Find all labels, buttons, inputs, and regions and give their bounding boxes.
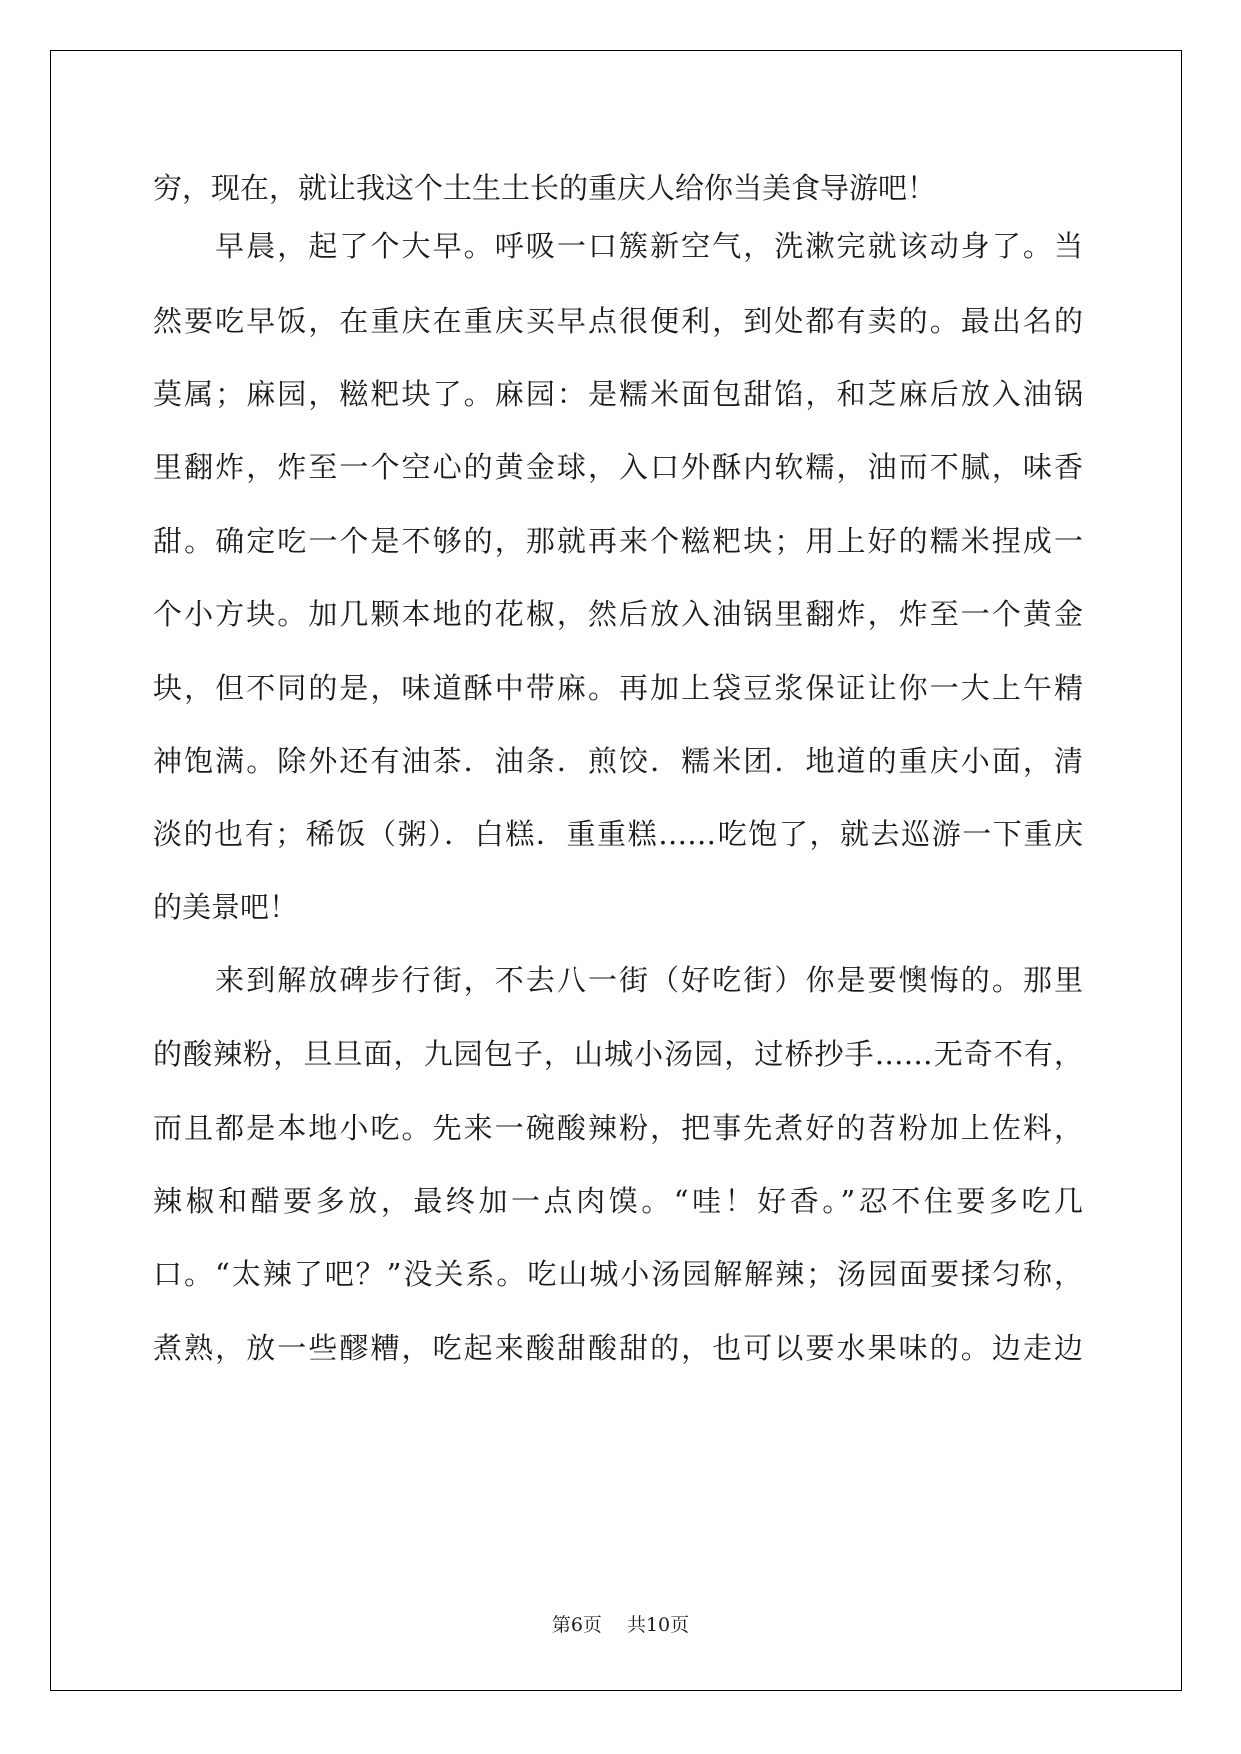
text-line: 煮熟，放一些醪糟，吃起来酸甜酸甜的，也可以要水果味的。边走边 xyxy=(153,1331,1083,1365)
page-border xyxy=(50,50,1182,1691)
page-number: 第6页 共10页 xyxy=(551,1614,690,1636)
text-line: 淡的也有；稀饭（粥）．白糕．重重糕……吃饱了，就去巡游一下重庆 xyxy=(153,817,1083,851)
text-line: 来到解放碑步行街，不去八一街（好吃街）你是要懊悔的。那里 xyxy=(153,963,1083,997)
text-line: 穷，现在，就让我这个土生土长的重庆人给你当美食导游吧！ xyxy=(153,171,937,205)
text-line: 早晨，起了个大早。呼吸一口簇新空气，洗漱完就该动身了。当 xyxy=(153,229,1083,263)
text-line: 块，但不同的是，味道酥中带麻。再加上袋豆浆保证让你一大上午精 xyxy=(153,671,1083,705)
text-line: 的酸辣粉，旦旦面，九园包子，山城小汤园，过桥抄手……无奇不有， xyxy=(153,1037,1083,1071)
text-line: 莫属；麻园，糍粑块了。麻园：是糯米面包甜馅，和芝麻后放入油锅 xyxy=(153,377,1083,411)
text-line: 而且都是本地小吃。先来一碗酸辣粉，把事先煮好的苕粉加上佐料， xyxy=(153,1111,1083,1145)
text-line: 辣椒和醋要多放，最终加一点肉馍。“哇！好香。”忍不住要多吃几 xyxy=(153,1184,1083,1218)
text-line: 甜。确定吃一个是不够的，那就再来个糍粑块；用上好的糯米捏成一 xyxy=(153,524,1083,558)
text-line: 的美景吧！ xyxy=(153,890,299,924)
text-line: 然要吃早饭，在重庆在重庆买早点很便利，到处都有卖的。最出名的 xyxy=(153,304,1083,338)
text-line: 神饱满。除外还有油茶．油条．煎饺．糯米团．地道的重庆小面，清 xyxy=(153,744,1083,778)
text-line: 口。“太辣了吧？”没关系。吃山城小汤园解解辣；汤园面要揉匀称， xyxy=(153,1257,1083,1291)
text-line: 里翻炸，炸至一个空心的黄金球，入口外酥内软糯，油而不腻，味香 xyxy=(153,450,1083,484)
text-line: 个小方块。加几颗本地的花椒，然后放入油锅里翻炸，炸至一个黄金 xyxy=(153,597,1083,631)
